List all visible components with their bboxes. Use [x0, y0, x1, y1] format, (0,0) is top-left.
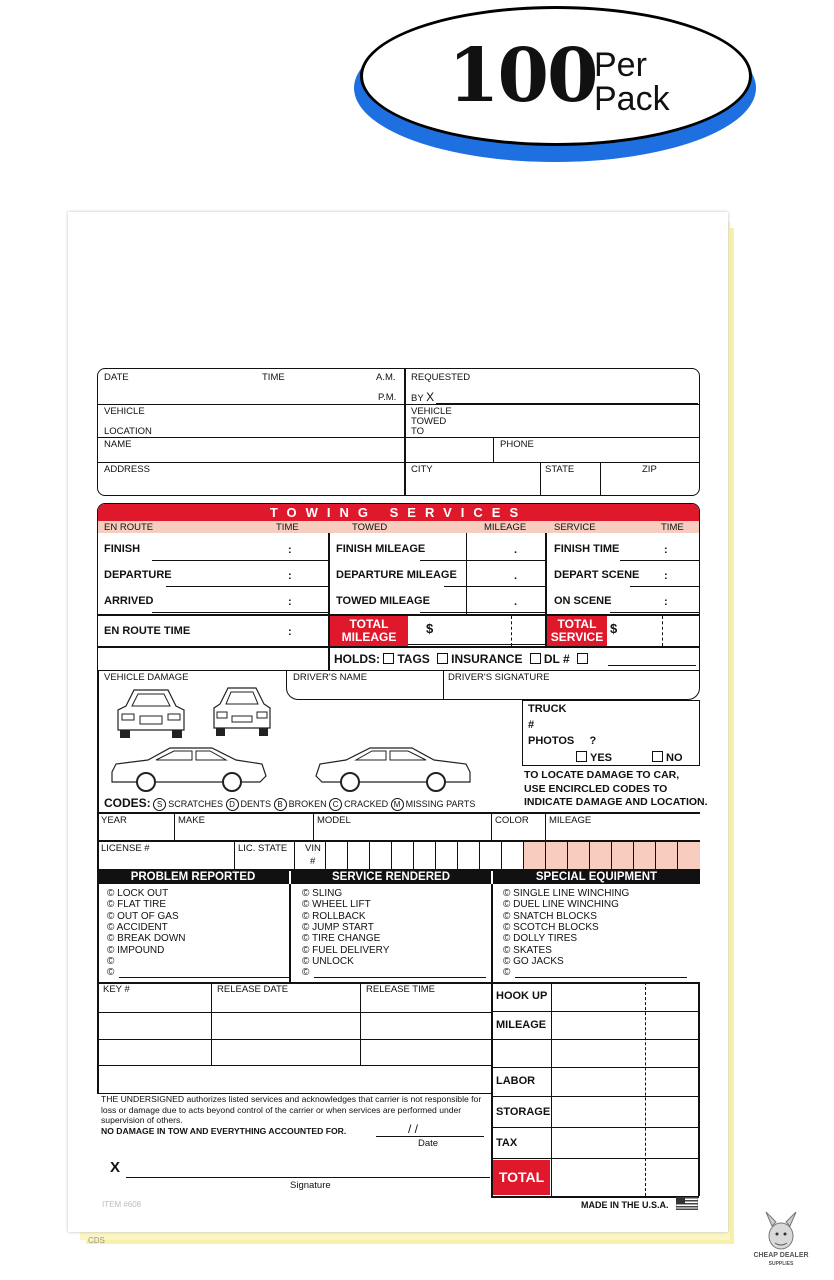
truck-hash: # — [528, 719, 535, 731]
equipment-item[interactable]: © SNATCH BLOCKS — [503, 910, 597, 922]
item-number: ITEM #608 — [102, 1200, 142, 1209]
vin-box-divider — [435, 841, 436, 869]
insurance-checkbox[interactable] — [437, 653, 448, 664]
total-service-dollar: $ — [610, 621, 618, 636]
en-route-departure: DEPARTURE — [104, 569, 172, 581]
vin-box-divider — [457, 841, 458, 869]
model-label: MODEL — [317, 815, 351, 826]
vin-box-divider — [325, 841, 326, 869]
name-label: NAME — [104, 439, 132, 450]
total-mileage-dollar: $ — [426, 621, 434, 636]
service-rendered-header: SERVICE RENDERED — [291, 870, 491, 884]
drivers-name-label: DRIVER'S NAME — [293, 672, 368, 683]
us-flag-icon — [676, 1197, 698, 1210]
equipment-blank-line — [515, 977, 687, 978]
finish-time: FINISH TIME — [554, 543, 620, 555]
header-mileage: MILEAGE — [484, 522, 527, 533]
service-item[interactable]: © ROLLBACK — [302, 910, 366, 922]
header-service-time: TIME — [661, 522, 684, 533]
vehicle-damage-label: VEHICLE DAMAGE — [104, 672, 189, 683]
problem-blank-line — [119, 977, 289, 978]
colon: : — [288, 596, 292, 608]
vin-box-divider — [501, 841, 502, 869]
terms-text: THE UNDERSIGNED authorizes listed services and acknowledges that carrier is not responsible for loss or damage due to acts beyond control of the carrier or when services are performed under supervision of others. NO DAMAGE IN TOW AND EVERYTHING ACCOUNTED FOR. — [101, 1094, 482, 1136]
problem-item[interactable]: © BREAK DOWN — [107, 933, 186, 945]
locate-instructions: TO LOCATE DAMAGE TO CAR, USE ENCIRCLED CODES TO INDICATE DAMAGE AND LOCATION. — [524, 769, 708, 808]
service-item[interactable]: © JUMP START — [302, 921, 374, 933]
logo-text: CHEAP DEALER SUPPLIES — [753, 1252, 809, 1267]
other-checkbox[interactable] — [577, 653, 588, 664]
problem-item[interactable]: © — [107, 967, 115, 979]
service-item[interactable]: © TIRE CHANGE — [302, 933, 381, 945]
towing-header-row — [98, 521, 699, 533]
service-item[interactable]: © — [302, 967, 310, 979]
equipment-item[interactable]: © SKATES — [503, 944, 552, 956]
date-label: DATE — [104, 372, 129, 383]
date-caption: Date — [418, 1138, 439, 1149]
location-label: LOCATION — [104, 426, 152, 437]
special-equipment-header: SPECIAL EQUIPMENT — [493, 870, 700, 884]
equipment-item[interactable]: © — [503, 967, 511, 979]
damage-codes: CODES: S SCRATCHES D DENTS B BROKEN C CRACKED M MISSING PARTS — [104, 796, 476, 810]
header-en-route: EN ROUTE — [104, 522, 154, 533]
car-front-icon — [112, 684, 190, 742]
equipment-item[interactable]: © SINGLE LINE WINCHING — [503, 888, 630, 899]
service-item[interactable]: © WHEEL LIFT — [302, 899, 371, 911]
vin-box-divider — [479, 841, 480, 869]
colon: : — [664, 570, 668, 582]
equipment-item[interactable]: © DOLLY TIRES — [503, 933, 578, 945]
service-item[interactable]: © FUEL DELIVERY — [302, 944, 390, 956]
problem-item[interactable]: © FLAT TIRE — [107, 899, 167, 911]
make-label: MAKE — [178, 815, 205, 826]
year-label: YEAR — [101, 815, 127, 826]
vin-box-divider — [633, 841, 634, 869]
problem-reported-header: PROBLEM REPORTED — [97, 870, 289, 884]
problem-item[interactable]: © IMPOUND — [107, 944, 165, 956]
colon: : — [664, 544, 668, 556]
signature-caption: Signature — [290, 1180, 331, 1191]
phone-label: PHONE — [500, 439, 534, 450]
total-mileage-label: TOTAL MILEAGE — [330, 616, 408, 646]
release-date-label: RELEASE DATE — [217, 984, 289, 995]
requested-label: REQUESTED — [411, 372, 471, 383]
header-time: TIME — [276, 522, 299, 533]
vehicle-label: VEHICLE — [104, 406, 145, 417]
time-label: TIME — [262, 372, 285, 383]
towing-services-title: TOWING SERVICES — [98, 504, 699, 521]
state-label: STATE — [545, 464, 575, 475]
release-time-label: RELEASE TIME — [366, 984, 435, 995]
en-route-arrived: ARRIVED — [104, 595, 154, 607]
photos-no[interactable]: NO — [652, 751, 683, 763]
vin-box-divider — [589, 841, 590, 869]
towed-mileage: TOWED MILEAGE — [336, 595, 430, 607]
problem-item[interactable]: © — [107, 955, 115, 967]
decimal-dot: . — [514, 596, 518, 608]
dl-checkbox[interactable] — [530, 653, 541, 664]
date-slashes: / / — [408, 1122, 419, 1136]
license-label: LICENSE # — [101, 843, 150, 854]
donkey-logo-icon — [758, 1210, 804, 1252]
vin-box-divider — [523, 841, 524, 869]
photos-yes[interactable]: YES — [576, 751, 612, 763]
signature-x: X — [110, 1159, 121, 1176]
problem-item[interactable]: © LOCK OUT — [107, 888, 169, 899]
pm-label: P.M. — [378, 392, 397, 403]
top-info-block — [97, 368, 700, 496]
colon: : — [288, 626, 292, 638]
header-service: SERVICE — [554, 522, 596, 533]
color-label: COLOR — [495, 815, 529, 826]
vin-label: VIN — [305, 843, 321, 854]
header-towed: TOWED — [352, 522, 388, 533]
storage-label: STORAGE — [496, 1106, 551, 1118]
badge-per: Per Pack — [594, 46, 670, 118]
equipment-item[interactable]: © GO JACKS — [503, 955, 564, 967]
colon: : — [288, 570, 292, 582]
holds-row: HOLDS: TAGS INSURANCE DL # — [334, 653, 591, 665]
vin-box-divider — [347, 841, 348, 869]
service-item[interactable]: © UNLOCK — [302, 955, 354, 967]
charge-mileage-label: MILEAGE — [496, 1019, 547, 1031]
drivers-signature-label: DRIVER'S SIGNATURE — [448, 672, 550, 683]
problem-item[interactable]: © OUT OF GAS — [107, 910, 179, 922]
car-rear-icon — [210, 684, 274, 742]
service-blank-line — [314, 977, 486, 978]
colon: : — [288, 544, 292, 556]
badge-number: 100 — [448, 33, 597, 119]
vin-box-divider — [655, 841, 656, 869]
car-right-side-icon — [312, 742, 474, 794]
by-label: BY X — [411, 390, 435, 404]
vehicle-towed-label: VEHICLE TOWED TO — [411, 406, 452, 437]
vin-pink-boxes — [524, 842, 700, 869]
total-service-label: TOTAL SERVICE — [547, 616, 607, 646]
vin-box-divider — [545, 841, 546, 869]
en-route-time: EN ROUTE TIME — [104, 625, 191, 637]
address-label: ADDRESS — [104, 464, 150, 475]
service-item[interactable]: © SLING — [302, 888, 343, 899]
car-left-side-icon — [108, 742, 270, 794]
vin-box-divider — [567, 841, 568, 869]
mileage-label: MILEAGE — [549, 815, 592, 826]
city-label: CITY — [411, 464, 433, 475]
cds-mark: CDS — [88, 1236, 105, 1245]
am-label: A.M. — [376, 372, 396, 383]
en-route-finish: FINISH — [104, 543, 141, 555]
vin-box-divider — [611, 841, 612, 869]
finish-mileage: FINISH MILEAGE — [336, 543, 426, 555]
vin-box-divider — [369, 841, 370, 869]
truck-label: TRUCK — [528, 703, 567, 715]
hook-up-label: HOOK UP — [496, 990, 548, 1002]
depart-scene: DEPART SCENE — [554, 569, 640, 581]
photos-label: PHOTOS ? — [528, 735, 597, 747]
equipment-item[interactable]: © SCOTCH BLOCKS — [503, 921, 599, 933]
tags-checkbox[interactable] — [383, 653, 394, 664]
decimal-dot: . — [514, 570, 518, 582]
total-label: TOTAL — [493, 1160, 550, 1195]
colon: : — [664, 596, 668, 608]
on-scene: ON SCENE — [554, 595, 612, 607]
labor-label: LABOR — [496, 1075, 536, 1087]
vin-hash: # — [310, 856, 316, 867]
made-in-usa: MADE IN THE U.S.A. — [581, 1200, 669, 1210]
vin-box-divider — [413, 841, 414, 869]
key-label: KEY # — [103, 984, 130, 995]
vin-box-divider — [391, 841, 392, 869]
problem-item[interactable]: © ACCIDENT — [107, 921, 168, 933]
departure-mileage: DEPARTURE MILEAGE — [336, 569, 457, 581]
equipment-item[interactable]: © DUEL LINE WINCHING — [503, 899, 619, 911]
vin-box-divider — [677, 841, 678, 869]
decimal-dot: . — [514, 544, 518, 556]
lic-state-label: LIC. STATE — [238, 843, 288, 854]
zip-label: ZIP — [642, 464, 657, 475]
tax-label: TAX — [496, 1137, 518, 1149]
